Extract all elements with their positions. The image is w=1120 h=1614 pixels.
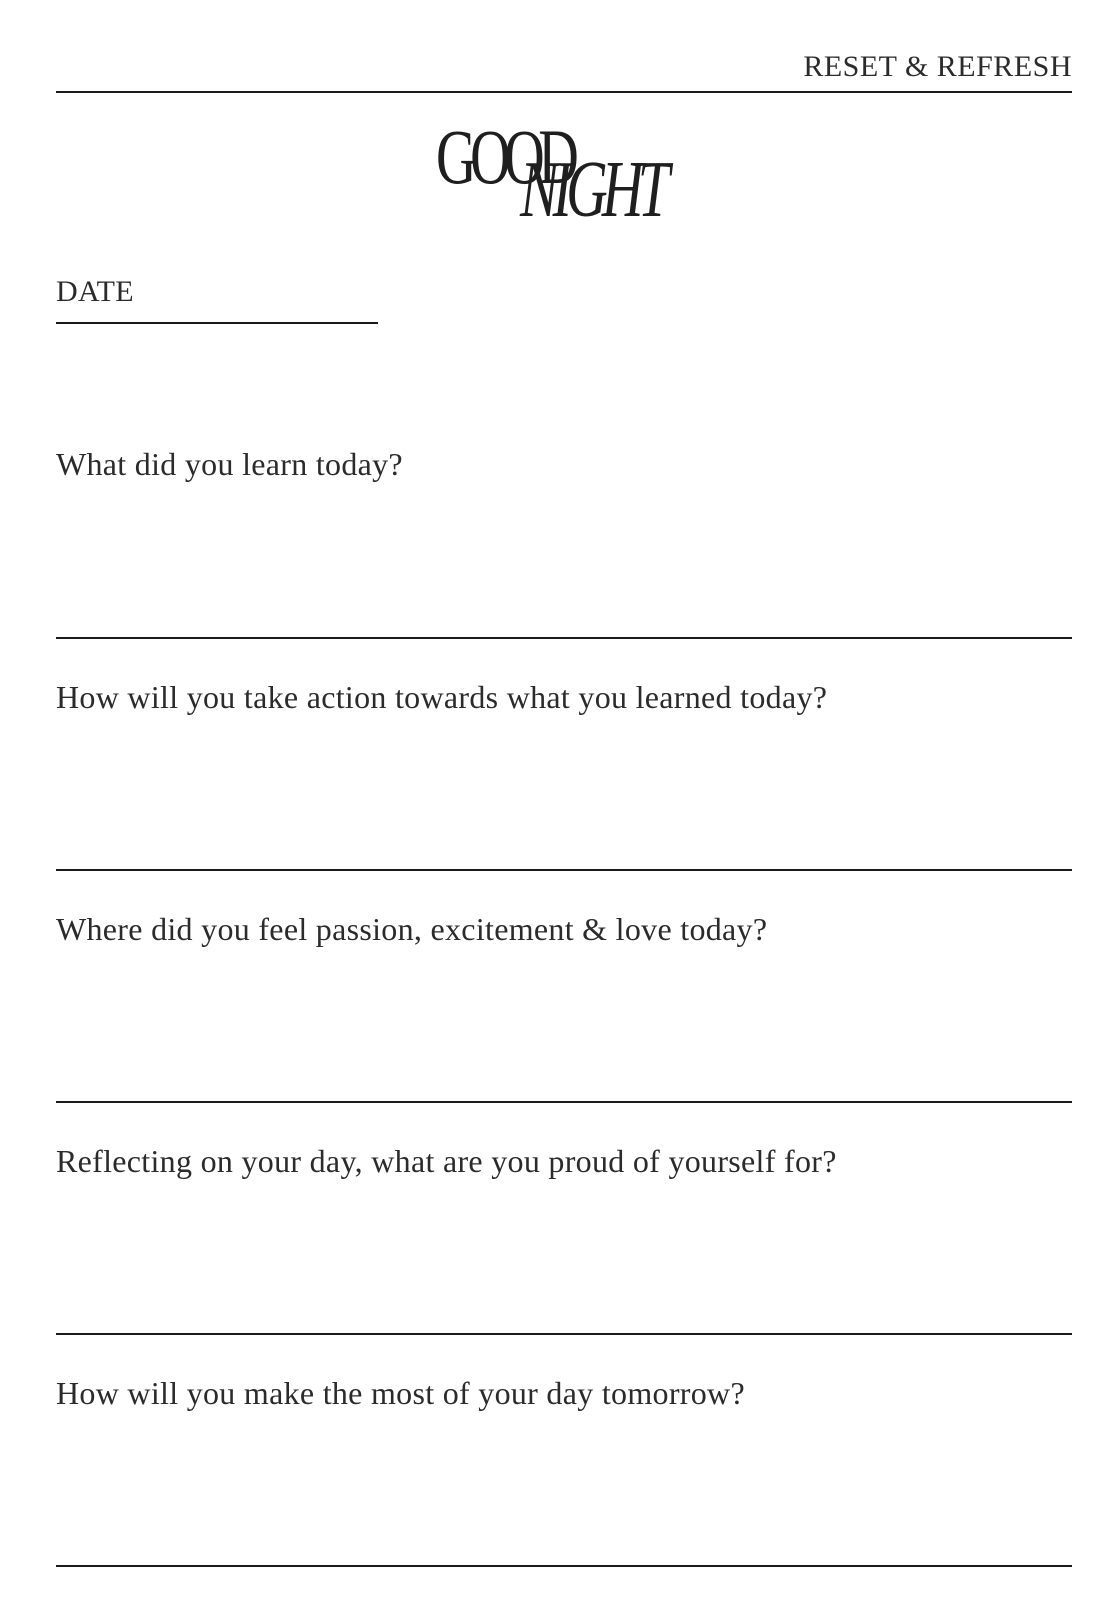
page-title	[0, 113, 1120, 234]
answer-line-take-action[interactable]	[56, 869, 1072, 871]
answer-line-tomorrow[interactable]	[56, 1565, 1072, 1567]
question-tomorrow: How will you make the most of your day tomorrow?	[56, 1375, 745, 1411]
answer-line-learned[interactable]	[56, 637, 1072, 639]
header-divider	[56, 91, 1072, 93]
answer-line-proud[interactable]	[56, 1333, 1072, 1335]
date-field-line[interactable]	[56, 322, 378, 324]
header-label: RESET & REFRESH	[803, 50, 1072, 83]
title-word-good: GOOD	[436, 113, 573, 200]
question-passion: Where did you feel passion, excitement & love today?	[56, 911, 768, 947]
title-word-night: NIGHT	[520, 146, 665, 234]
date-label: DATE	[56, 275, 134, 308]
answer-line-passion[interactable]	[56, 1101, 1072, 1103]
question-proud: Reflecting on your day, what are you proud of yourself for?	[56, 1143, 837, 1179]
question-learned: What did you learn today?	[56, 446, 403, 482]
question-take-action: How will you take action towards what you learned today?	[56, 679, 828, 715]
